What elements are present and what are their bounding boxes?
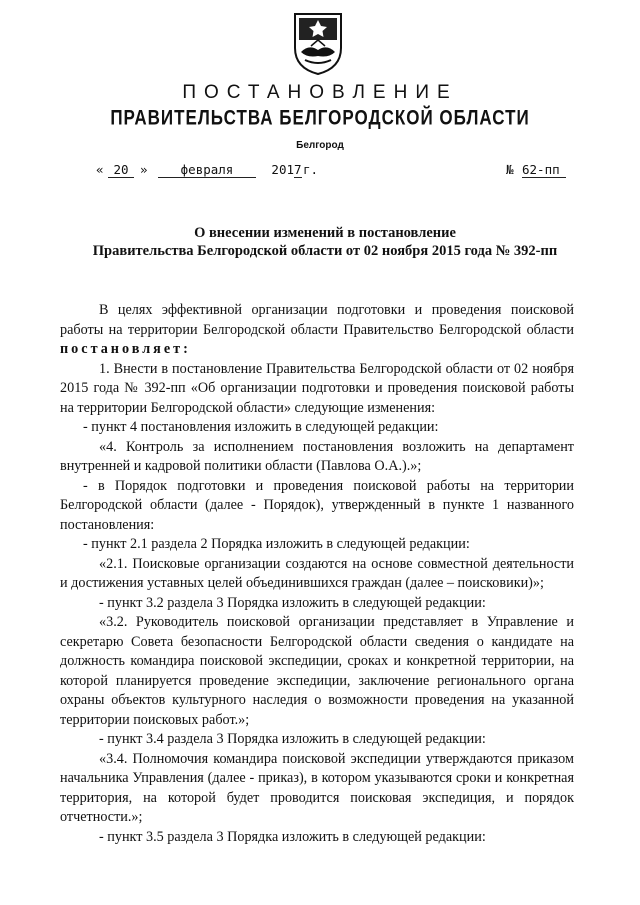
paragraph: - пункт 2.1 раздела 2 Порядка изложить в следующей редакции: [83, 536, 470, 552]
doc-number: 62-пп [522, 162, 566, 178]
paragraph: «3.4. Полномочия командира поисковой экспедиции утверждаются приказом начальника Управления (далее - приказ), в котором указываются сроки и конкретная территория, на которой будет проводится поисковая экспедиция, и порядок отчетности.»; [60, 750, 574, 825]
date-open-quote: « [96, 162, 104, 177]
paragraph: - пункт 3.2 раздела 3 Порядка изложить в следующей редакции: [99, 594, 486, 611]
paragraph: - пункт 4 постановления изложить в следующей редакции: [83, 419, 439, 435]
heading-line-1: О внесении изменений в постановление [194, 225, 456, 241]
date-year-digit: 7 [294, 162, 302, 177]
date-close-quote: » [140, 162, 148, 177]
paragraph-text: В целях эффективной организации подготовки и проведения поисковой работы на территории Белгородской области Правительство Белгородской области [60, 302, 574, 338]
paragraph: - в Порядок подготовки и проведения поисковой работы на территории Белгородской области (далее - Порядок), утвержденный в пункте 1 названного постановления: [60, 477, 574, 533]
date-number-row [96, 162, 566, 182]
resolution-keyword: постановляет: [60, 341, 191, 357]
date-month: февраля [158, 162, 256, 178]
date-year-suffix: г. [303, 162, 319, 177]
document-body [60, 301, 574, 847]
paragraph: «3.2. Руководитель поисковой организации представляет в Управление и секретарю Совета безопасности Белгородской области сведения о кандидате на должность командира поисковой экспедиции, сроках и конкретной территории, на которой планируется проведение экспедиции, заключение регионального органа охраны объектов культурного наследия о возможности проведения на указанной территории поисковых работ.»; [60, 614, 574, 728]
paragraph: 1. Внести в постановление Правительства Белгородской области от 02 ноября 2015 года № 392-пп «Об организации подготовки и проведения поисковой работы на территории Белгородской области» следующие изменения: [60, 360, 574, 416]
heading-line-2: Правительства Белгородской области от 02 ноября 2015 года № 392-пп [92, 243, 558, 259]
paragraph: - пункт 3.4 раздела 3 Порядка изложить в следующей редакции: [99, 731, 486, 747]
document-city: Белгород [296, 140, 344, 151]
document-title: ПОСТАНОВЛЕНИЕ [182, 82, 458, 103]
date-year-prefix: 201 [271, 162, 294, 177]
paragraph: «2.1. Поисковые организации создаются на основе совместной деятельности и достижения уставных целей объединившихся граждан (далее – поисковики)»; [60, 555, 574, 591]
document-subtitle: ПРАВИТЕЛЬСТВА БЕЛГОРОДСКОЙ ОБЛАСТИ [110, 105, 530, 130]
paragraph [60, 301, 574, 360]
doc-number-label: № [506, 162, 514, 177]
coat-of-arms-icon [291, 10, 345, 76]
date-day: 20 [108, 162, 134, 178]
document-heading [60, 224, 590, 260]
paragraph: «4. Контроль за исполнением постановления возложить на департамент внутренней и кадровой политики области (Павлова О.А.).»; [60, 438, 574, 474]
paragraph: - пункт 3.5 раздела 3 Порядка изложить в следующей редакции: [99, 828, 486, 845]
